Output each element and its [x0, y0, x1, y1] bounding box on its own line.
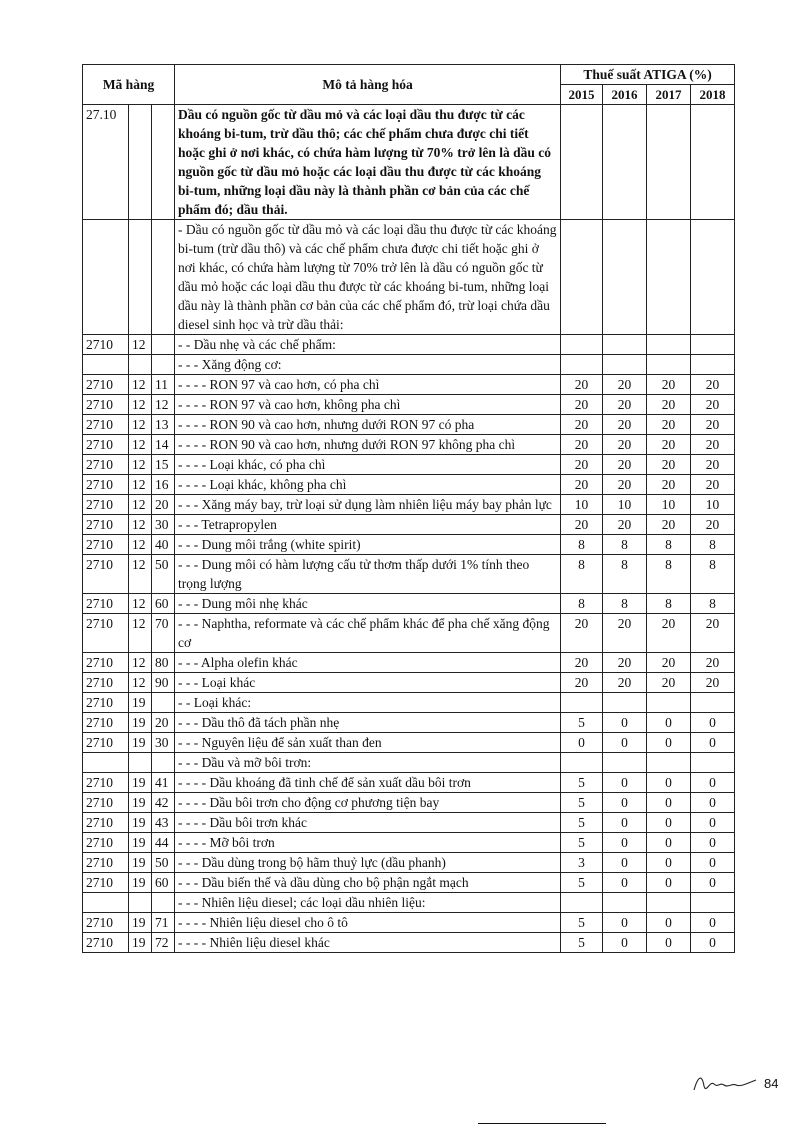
heading-code-cell: 2710 — [83, 435, 129, 455]
table-row — [83, 475, 735, 495]
header-year: 2015 — [561, 85, 603, 105]
description-cell: - - - Nguyên liệu để sản xuất than đen — [175, 733, 561, 753]
description-cell: - - - Dầu dùng trong bộ hãm thuỷ lực (dầu phanh) — [175, 853, 561, 873]
rate-cell-2017 — [647, 335, 691, 355]
rate-cell-2017: 8 — [647, 594, 691, 614]
rate-cell-2015: 5 — [561, 933, 603, 953]
rate-cell-2016: 8 — [603, 594, 647, 614]
rate-cell-2015: 5 — [561, 813, 603, 833]
rate-cell-2018: 20 — [691, 475, 735, 495]
item-code-cell: 90 — [152, 673, 175, 693]
table-row — [83, 355, 735, 375]
rate-cell-2015 — [561, 335, 603, 355]
rate-cell-2018: 0 — [691, 933, 735, 953]
rate-cell-2016: 0 — [603, 773, 647, 793]
description-cell: Dầu có nguồn gốc từ dầu mỏ và các loại dầu thu được từ các khoáng bi-tum, trừ dầu thô; các chế phẩm chưa được chi tiết hoặc ghi ở nơi khác, có chứa hàm lượng từ 70% trở lên là dầu có nguồn gốc từ dầu mỏ hoặc các loại dầu thu được từ các khoáng bi-tum, những loại dầu này là thành phần cơ bản của các chế phẩm đó; dầu thải. — [175, 105, 561, 220]
rate-cell-2016 — [603, 220, 647, 335]
description-cell: - - Loại khác: — [175, 693, 561, 713]
heading-code-cell: 2710 — [83, 813, 129, 833]
subheading-code-cell — [129, 105, 152, 220]
rate-cell-2017: 0 — [647, 773, 691, 793]
subheading-code-cell: 12 — [129, 555, 152, 594]
rate-cell-2016: 20 — [603, 435, 647, 455]
heading-code-cell: 2710 — [83, 693, 129, 713]
heading-code-cell: 2710 — [83, 515, 129, 535]
table-row — [83, 713, 735, 733]
table-row — [83, 415, 735, 435]
rate-cell-2016: 0 — [603, 793, 647, 813]
rate-cell-2015: 20 — [561, 375, 603, 395]
rate-cell-2018: 20 — [691, 614, 735, 653]
rate-cell-2015: 10 — [561, 495, 603, 515]
item-code-cell: 30 — [152, 515, 175, 535]
rate-cell-2017: 0 — [647, 933, 691, 953]
item-code-cell: 50 — [152, 555, 175, 594]
rate-cell-2015: 20 — [561, 673, 603, 693]
heading-code-cell: 2710 — [83, 773, 129, 793]
rate-cell-2018: 0 — [691, 853, 735, 873]
header-description: Mô tả hàng hóa — [175, 65, 561, 105]
subheading-code-cell: 19 — [129, 693, 152, 713]
rate-cell-2016: 10 — [603, 495, 647, 515]
item-code-cell: 72 — [152, 933, 175, 953]
heading-code-cell: 2710 — [83, 653, 129, 673]
rate-cell-2017: 20 — [647, 614, 691, 653]
page-number: 84 — [764, 1076, 779, 1091]
rate-cell-2017 — [647, 105, 691, 220]
rate-cell-2018: 20 — [691, 455, 735, 475]
heading-code-cell: 2710 — [83, 555, 129, 594]
item-code-cell: 42 — [152, 793, 175, 813]
rate-cell-2016: 0 — [603, 733, 647, 753]
item-code-cell: 13 — [152, 415, 175, 435]
subheading-code-cell: 12 — [129, 495, 152, 515]
rate-cell-2017 — [647, 893, 691, 913]
heading-code-cell: 2710 — [83, 335, 129, 355]
heading-code-cell: 2710 — [83, 475, 129, 495]
heading-code-cell: 2710 — [83, 614, 129, 653]
rate-cell-2016: 20 — [603, 475, 647, 495]
rate-cell-2015: 20 — [561, 614, 603, 653]
subheading-code-cell: 19 — [129, 933, 152, 953]
item-code-cell — [152, 105, 175, 220]
subheading-code-cell: 12 — [129, 535, 152, 555]
heading-code-cell: 2710 — [83, 933, 129, 953]
rate-cell-2017: 20 — [647, 375, 691, 395]
description-cell: - - - Nhiên liệu diesel; các loại dầu nhiên liệu: — [175, 893, 561, 913]
rate-cell-2017 — [647, 220, 691, 335]
subheading-code-cell — [129, 893, 152, 913]
rate-cell-2016 — [603, 105, 647, 220]
heading-code-cell: 2710 — [83, 495, 129, 515]
rate-cell-2015 — [561, 753, 603, 773]
rate-cell-2016: 20 — [603, 673, 647, 693]
rate-cell-2018: 0 — [691, 833, 735, 853]
subheading-code-cell: 12 — [129, 455, 152, 475]
rate-cell-2017: 8 — [647, 555, 691, 594]
rate-cell-2018: 0 — [691, 913, 735, 933]
subheading-code-cell: 12 — [129, 594, 152, 614]
rate-cell-2018: 20 — [691, 435, 735, 455]
footer-rule — [478, 1123, 606, 1124]
heading-code-cell: 2710 — [83, 913, 129, 933]
rate-cell-2018 — [691, 753, 735, 773]
signature-mark — [690, 1068, 762, 1098]
item-code-cell: 20 — [152, 495, 175, 515]
heading-code-cell: 2710 — [83, 415, 129, 435]
rate-cell-2018 — [691, 105, 735, 220]
rate-cell-2016: 0 — [603, 813, 647, 833]
table-row — [83, 395, 735, 415]
subheading-code-cell: 12 — [129, 395, 152, 415]
rate-cell-2015: 20 — [561, 415, 603, 435]
rate-cell-2015: 5 — [561, 713, 603, 733]
item-code-cell: 60 — [152, 873, 175, 893]
subheading-code-cell — [129, 355, 152, 375]
description-cell: - - - Dung môi có hàm lượng cấu tử thơm thấp dưới 1% tính theo trọng lượng — [175, 555, 561, 594]
table-row — [83, 673, 735, 693]
item-code-cell — [152, 693, 175, 713]
rate-cell-2016: 20 — [603, 415, 647, 435]
rate-cell-2017 — [647, 355, 691, 375]
description-cell: - - - Dung môi trắng (white spirit) — [175, 535, 561, 555]
description-cell: - - - Dầu biến thế và dầu dùng cho bộ phận ngắt mạch — [175, 873, 561, 893]
subheading-code-cell: 19 — [129, 773, 152, 793]
rate-cell-2018 — [691, 355, 735, 375]
description-cell: - - - - RON 90 và cao hơn, nhưng dưới RON 97 có pha — [175, 415, 561, 435]
rate-cell-2016: 20 — [603, 515, 647, 535]
rate-cell-2017: 0 — [647, 733, 691, 753]
description-cell: - - - Dầu thô đã tách phần nhẹ — [175, 713, 561, 733]
table-row — [83, 913, 735, 933]
description-cell: - - - Xăng máy bay, trừ loại sử dụng làm nhiên liệu máy bay phản lực — [175, 495, 561, 515]
rate-cell-2015 — [561, 693, 603, 713]
rate-cell-2017: 0 — [647, 713, 691, 733]
subheading-code-cell — [129, 753, 152, 773]
rate-cell-2018: 0 — [691, 873, 735, 893]
rate-cell-2017: 20 — [647, 395, 691, 415]
rate-cell-2015: 5 — [561, 773, 603, 793]
item-code-cell: 16 — [152, 475, 175, 495]
rate-cell-2018: 0 — [691, 773, 735, 793]
item-code-cell: 30 — [152, 733, 175, 753]
rate-cell-2015: 8 — [561, 555, 603, 594]
rate-cell-2018: 10 — [691, 495, 735, 515]
rate-cell-2017: 0 — [647, 873, 691, 893]
heading-code-cell: 2710 — [83, 395, 129, 415]
rate-cell-2017: 10 — [647, 495, 691, 515]
rate-cell-2015: 0 — [561, 733, 603, 753]
rate-cell-2016 — [603, 753, 647, 773]
header-year: 2017 — [647, 85, 691, 105]
item-code-cell: 15 — [152, 455, 175, 475]
subheading-code-cell — [129, 220, 152, 335]
rate-cell-2018: 0 — [691, 793, 735, 813]
rate-cell-2016 — [603, 355, 647, 375]
subheading-code-cell: 19 — [129, 853, 152, 873]
heading-code-cell: 27.10 — [83, 105, 129, 220]
rate-cell-2016 — [603, 893, 647, 913]
rate-cell-2018: 20 — [691, 673, 735, 693]
heading-code-cell — [83, 220, 129, 335]
table-row — [83, 375, 735, 395]
item-code-cell: 20 — [152, 713, 175, 733]
rate-cell-2017: 0 — [647, 913, 691, 933]
rate-cell-2015 — [561, 355, 603, 375]
description-cell: - - - - Dầu khoáng đã tinh chế để sản xuất dầu bôi trơn — [175, 773, 561, 793]
table-row — [83, 653, 735, 673]
rate-cell-2016: 20 — [603, 455, 647, 475]
table-row — [83, 893, 735, 913]
subheading-code-cell: 19 — [129, 913, 152, 933]
table-row — [83, 220, 735, 335]
rate-cell-2016: 0 — [603, 833, 647, 853]
table-row — [83, 733, 735, 753]
description-cell: - - - Dầu và mỡ bôi trơn: — [175, 753, 561, 773]
rate-cell-2017: 0 — [647, 833, 691, 853]
rate-cell-2015 — [561, 105, 603, 220]
item-code-cell — [152, 335, 175, 355]
description-cell: - - - Alpha olefin khác — [175, 653, 561, 673]
subheading-code-cell: 19 — [129, 833, 152, 853]
rate-cell-2016: 8 — [603, 535, 647, 555]
rate-cell-2016: 8 — [603, 555, 647, 594]
table-row — [83, 335, 735, 355]
rate-cell-2018 — [691, 335, 735, 355]
table-row — [83, 933, 735, 953]
table-row — [83, 693, 735, 713]
description-cell: - - - - Loại khác, có pha chì — [175, 455, 561, 475]
item-code-cell: 43 — [152, 813, 175, 833]
header-year: 2016 — [603, 85, 647, 105]
rate-cell-2016: 20 — [603, 395, 647, 415]
header-year: 2018 — [691, 85, 735, 105]
rate-cell-2018: 20 — [691, 653, 735, 673]
rate-cell-2017: 20 — [647, 673, 691, 693]
subheading-code-cell: 12 — [129, 515, 152, 535]
table-row — [83, 753, 735, 773]
rate-cell-2015: 20 — [561, 475, 603, 495]
item-code-cell: 40 — [152, 535, 175, 555]
rate-cell-2017: 20 — [647, 455, 691, 475]
subheading-code-cell: 12 — [129, 375, 152, 395]
item-code-cell — [152, 220, 175, 335]
subheading-code-cell: 12 — [129, 653, 152, 673]
rate-cell-2016: 0 — [603, 913, 647, 933]
rate-cell-2017: 20 — [647, 415, 691, 435]
rate-cell-2017: 20 — [647, 435, 691, 455]
description-cell: - - - Naphtha, reformate và các chế phẩm khác để pha chế xăng động cơ — [175, 614, 561, 653]
rate-cell-2018 — [691, 893, 735, 913]
heading-code-cell: 2710 — [83, 833, 129, 853]
rate-cell-2017: 20 — [647, 475, 691, 495]
item-code-cell: 80 — [152, 653, 175, 673]
rate-cell-2017: 0 — [647, 853, 691, 873]
rate-cell-2018: 0 — [691, 813, 735, 833]
rate-cell-2018 — [691, 220, 735, 335]
description-cell: - - - - Mỡ bôi trơn — [175, 833, 561, 853]
table-row — [83, 594, 735, 614]
heading-code-cell — [83, 355, 129, 375]
tariff-table — [82, 64, 735, 953]
description-cell: - - - - RON 90 và cao hơn, nhưng dưới RON 97 không pha chì — [175, 435, 561, 455]
subheading-code-cell: 12 — [129, 435, 152, 455]
rate-cell-2016: 0 — [603, 873, 647, 893]
rate-cell-2015: 20 — [561, 455, 603, 475]
description-cell: - Dầu có nguồn gốc từ dầu mỏ và các loại dầu thu được từ các khoáng bi-tum (trừ dầu thô) và các chế phẩm chưa được chi tiết hoặc ghi ở nơi khác, có chứa hàm lượng từ 70% trở lên là dầu có nguồn gốc từ dầu mỏ hoặc các loại dầu thu được từ các khoáng bi-tum, những loại dầu này là thành phần cơ bản của các chế phẩm đó, trừ loại chứa dầu diesel sinh học và trừ dầu thải: — [175, 220, 561, 335]
rate-cell-2015: 3 — [561, 853, 603, 873]
heading-code-cell: 2710 — [83, 873, 129, 893]
heading-code-cell — [83, 893, 129, 913]
description-cell: - - - - Nhiên liệu diesel cho ô tô — [175, 913, 561, 933]
rate-cell-2015 — [561, 220, 603, 335]
description-cell: - - - - Nhiên liệu diesel khác — [175, 933, 561, 953]
rate-cell-2016: 0 — [603, 853, 647, 873]
subheading-code-cell: 12 — [129, 614, 152, 653]
rate-cell-2016 — [603, 693, 647, 713]
rate-cell-2016: 20 — [603, 375, 647, 395]
item-code-cell: 12 — [152, 395, 175, 415]
heading-code-cell: 2710 — [83, 455, 129, 475]
description-cell: - - - - Loại khác, không pha chì — [175, 475, 561, 495]
description-cell: - - - - Dầu bôi trơn khác — [175, 813, 561, 833]
rate-cell-2018: 20 — [691, 375, 735, 395]
rate-cell-2015: 20 — [561, 515, 603, 535]
rate-cell-2017: 20 — [647, 653, 691, 673]
item-code-cell — [152, 753, 175, 773]
heading-code-cell: 2710 — [83, 535, 129, 555]
item-code-cell: 60 — [152, 594, 175, 614]
rate-cell-2018: 20 — [691, 515, 735, 535]
heading-code-cell: 2710 — [83, 673, 129, 693]
table-row — [83, 455, 735, 475]
tariff-body — [83, 105, 735, 953]
subheading-code-cell: 12 — [129, 415, 152, 435]
rate-cell-2017: 0 — [647, 793, 691, 813]
item-code-cell: 44 — [152, 833, 175, 853]
rate-cell-2016: 0 — [603, 713, 647, 733]
subheading-code-cell: 19 — [129, 713, 152, 733]
rate-cell-2017: 8 — [647, 535, 691, 555]
rate-cell-2018: 8 — [691, 535, 735, 555]
rate-cell-2015: 5 — [561, 793, 603, 813]
rate-cell-2017 — [647, 693, 691, 713]
table-row — [83, 614, 735, 653]
description-cell: - - - - RON 97 và cao hơn, có pha chì — [175, 375, 561, 395]
subheading-code-cell: 19 — [129, 793, 152, 813]
description-cell: - - - Xăng động cơ: — [175, 355, 561, 375]
heading-code-cell: 2710 — [83, 713, 129, 733]
rate-cell-2018: 0 — [691, 713, 735, 733]
subheading-code-cell: 12 — [129, 673, 152, 693]
table-row — [83, 833, 735, 853]
rate-cell-2016: 20 — [603, 614, 647, 653]
item-code-cell — [152, 355, 175, 375]
rate-cell-2015 — [561, 893, 603, 913]
rate-cell-2015: 8 — [561, 535, 603, 555]
table-row — [83, 105, 735, 220]
rate-cell-2015: 8 — [561, 594, 603, 614]
description-cell: - - Dầu nhẹ và các chế phẩm: — [175, 335, 561, 355]
header-code: Mã hàng — [83, 65, 175, 105]
rate-cell-2018: 20 — [691, 395, 735, 415]
item-code-cell: 71 — [152, 913, 175, 933]
table-row — [83, 793, 735, 813]
rate-cell-2018: 8 — [691, 555, 735, 594]
heading-code-cell — [83, 753, 129, 773]
table-row — [83, 853, 735, 873]
rate-cell-2015: 5 — [561, 913, 603, 933]
rate-cell-2015: 5 — [561, 833, 603, 853]
rate-cell-2015: 5 — [561, 873, 603, 893]
rate-cell-2016: 20 — [603, 653, 647, 673]
description-cell: - - - Tetrapropylen — [175, 515, 561, 535]
table-row — [83, 515, 735, 535]
subheading-code-cell: 19 — [129, 733, 152, 753]
rate-cell-2015: 20 — [561, 653, 603, 673]
subheading-code-cell: 19 — [129, 873, 152, 893]
rate-cell-2018: 20 — [691, 415, 735, 435]
header-rate: Thuế suất ATIGA (%) — [561, 65, 735, 85]
description-cell: - - - - RON 97 và cao hơn, không pha chì — [175, 395, 561, 415]
item-code-cell: 70 — [152, 614, 175, 653]
table-row — [83, 495, 735, 515]
item-code-cell: 11 — [152, 375, 175, 395]
description-cell: - - - Loại khác — [175, 673, 561, 693]
table-row — [83, 555, 735, 594]
rate-cell-2015: 20 — [561, 435, 603, 455]
rate-cell-2017: 20 — [647, 515, 691, 535]
rate-cell-2018 — [691, 693, 735, 713]
rate-cell-2018: 8 — [691, 594, 735, 614]
table-row — [83, 873, 735, 893]
rate-cell-2017: 0 — [647, 813, 691, 833]
item-code-cell — [152, 893, 175, 913]
description-cell: - - - - Dầu bôi trơn cho động cơ phương tiện bay — [175, 793, 561, 813]
subheading-code-cell: 12 — [129, 475, 152, 495]
item-code-cell: 41 — [152, 773, 175, 793]
heading-code-cell: 2710 — [83, 853, 129, 873]
heading-code-cell: 2710 — [83, 375, 129, 395]
heading-code-cell: 2710 — [83, 733, 129, 753]
table-row — [83, 535, 735, 555]
rate-cell-2017 — [647, 753, 691, 773]
description-cell: - - - Dung môi nhẹ khác — [175, 594, 561, 614]
rate-cell-2016 — [603, 335, 647, 355]
heading-code-cell: 2710 — [83, 793, 129, 813]
rate-cell-2015: 20 — [561, 395, 603, 415]
rate-cell-2018: 0 — [691, 733, 735, 753]
table-row — [83, 813, 735, 833]
item-code-cell: 14 — [152, 435, 175, 455]
subheading-code-cell: 19 — [129, 813, 152, 833]
table-row — [83, 773, 735, 793]
rate-cell-2016: 0 — [603, 933, 647, 953]
table-row — [83, 435, 735, 455]
subheading-code-cell: 12 — [129, 335, 152, 355]
heading-code-cell: 2710 — [83, 594, 129, 614]
item-code-cell: 50 — [152, 853, 175, 873]
